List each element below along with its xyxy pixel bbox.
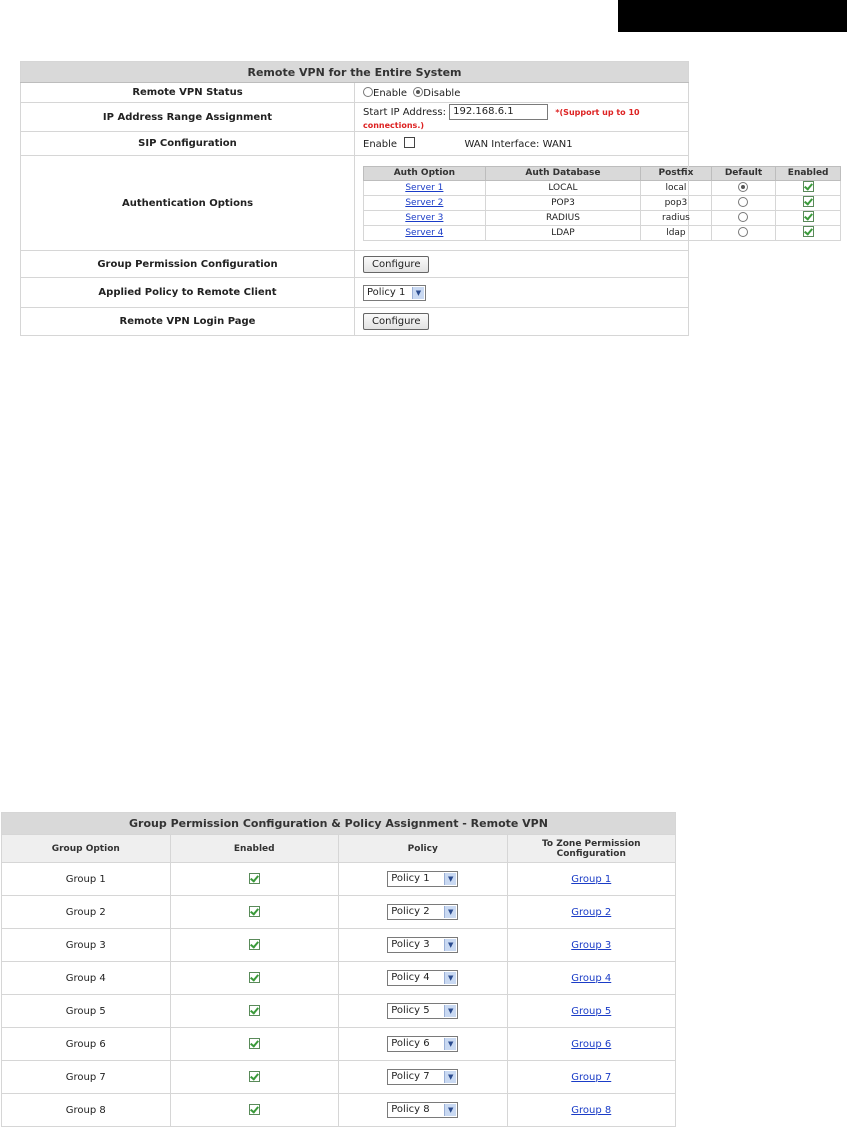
auth-postfix-cell: ldap bbox=[641, 225, 712, 240]
group-policy-select-8[interactable] bbox=[387, 1102, 458, 1118]
group-name: Group 3 bbox=[2, 929, 171, 962]
default-radio-3[interactable] bbox=[738, 212, 748, 222]
group-policy-value-1: Policy 1 bbox=[391, 873, 430, 884]
header-policy: Policy bbox=[339, 835, 508, 863]
enabled-checkbox-3[interactable] bbox=[803, 211, 814, 222]
start-ip-input[interactable]: 192.168.6.1 bbox=[449, 104, 548, 120]
auth-row bbox=[364, 195, 841, 210]
auth-options-label: Authentication Options bbox=[21, 156, 355, 251]
group-enabled-checkbox-5[interactable] bbox=[249, 1005, 260, 1016]
zone-permission-link-5[interactable]: Group 5 bbox=[571, 1005, 612, 1017]
zone-permission-link-3[interactable]: Group 3 bbox=[571, 939, 612, 951]
auth-database-cell: LOCAL bbox=[485, 180, 640, 195]
default-radio-2[interactable] bbox=[738, 197, 748, 207]
sip-enable-label: Enable bbox=[363, 139, 398, 150]
auth-postfix-cell: pop3 bbox=[641, 195, 712, 210]
group-row-6 bbox=[2, 1028, 676, 1061]
applied-policy-label: Applied Policy to Remote Client bbox=[21, 278, 355, 308]
sip-enable-checkbox[interactable] bbox=[404, 137, 415, 148]
header-zone-permission: To Zone Permission Configuration bbox=[507, 835, 676, 863]
enabled-checkbox-4[interactable] bbox=[803, 226, 814, 237]
group-name: Group 7 bbox=[2, 1061, 171, 1094]
ip-range-value bbox=[355, 103, 689, 132]
group-enabled-checkbox-6[interactable] bbox=[249, 1038, 260, 1049]
login-page-label: Remote VPN Login Page bbox=[21, 308, 355, 336]
chevron-down-icon: ▼ bbox=[444, 1104, 456, 1116]
group-name: Group 1 bbox=[2, 863, 171, 896]
auth-postfix-cell: local bbox=[641, 180, 712, 195]
start-ip-label: Start IP Address: bbox=[363, 106, 446, 118]
group-enabled-checkbox-8[interactable] bbox=[249, 1104, 260, 1115]
auth-header-enabled: Enabled bbox=[776, 166, 841, 180]
zone-permission-link-2[interactable]: Group 2 bbox=[571, 906, 612, 918]
enable-radio-label: Enable bbox=[373, 87, 408, 99]
auth-database-cell: RADIUS bbox=[485, 210, 640, 225]
disable-radio[interactable] bbox=[413, 87, 423, 97]
header-black-block bbox=[618, 0, 847, 32]
auth-row bbox=[364, 225, 841, 240]
auth-header-database: Auth Database bbox=[485, 166, 640, 180]
default-radio-1[interactable] bbox=[738, 182, 748, 192]
group-name: Group 4 bbox=[2, 962, 171, 995]
auth-row bbox=[364, 210, 841, 225]
zone-permission-link-7[interactable]: Group 7 bbox=[571, 1071, 612, 1083]
group-policy-select-1[interactable] bbox=[387, 871, 458, 887]
group-policy-panel bbox=[1, 812, 676, 1127]
sip-config-label: SIP Configuration bbox=[21, 132, 355, 156]
ip-range-label: IP Address Range Assignment bbox=[21, 103, 355, 132]
server-3-link[interactable]: Server 3 bbox=[405, 212, 444, 223]
group-enabled-checkbox-1[interactable] bbox=[249, 873, 260, 884]
chevron-down-icon: ▼ bbox=[412, 287, 424, 299]
zone-permission-link-1[interactable]: Group 1 bbox=[571, 873, 612, 885]
header-enabled: Enabled bbox=[170, 835, 339, 863]
group-name: Group 2 bbox=[2, 896, 171, 929]
connection-limit-note: *(Support up to 10 connections.) bbox=[363, 107, 640, 130]
chevron-down-icon: ▼ bbox=[444, 906, 456, 918]
applied-policy-select[interactable] bbox=[363, 285, 426, 301]
group-row-2 bbox=[2, 896, 676, 929]
group-enabled-checkbox-2[interactable] bbox=[249, 906, 260, 917]
group-policy-select-7[interactable] bbox=[387, 1069, 458, 1085]
server-1-link[interactable]: Server 1 bbox=[405, 182, 444, 193]
group-enabled-checkbox-3[interactable] bbox=[249, 939, 260, 950]
group-row-7 bbox=[2, 1061, 676, 1094]
enabled-checkbox-2[interactable] bbox=[803, 196, 814, 207]
group-enabled-checkbox-4[interactable] bbox=[249, 972, 260, 983]
header-group-option: Group Option bbox=[2, 835, 171, 863]
group-row-5 bbox=[2, 995, 676, 1028]
zone-permission-link-6[interactable]: Group 6 bbox=[571, 1038, 612, 1050]
group-policy-title: Group Permission Configuration & Policy Assignment - Remote VPN bbox=[2, 813, 676, 835]
group-name: Group 5 bbox=[2, 995, 171, 1028]
group-policy-value-2: Policy 2 bbox=[391, 906, 430, 917]
chevron-down-icon: ▼ bbox=[444, 939, 456, 951]
remote-vpn-title: Remote VPN for the Entire System bbox=[21, 62, 689, 83]
group-name: Group 8 bbox=[2, 1094, 171, 1127]
group-row-1 bbox=[2, 863, 676, 896]
zone-permission-link-4[interactable]: Group 4 bbox=[571, 972, 612, 984]
chevron-down-icon: ▼ bbox=[444, 972, 456, 984]
auth-options-value bbox=[355, 156, 829, 251]
group-policy-value-7: Policy 7 bbox=[391, 1071, 430, 1082]
auth-table bbox=[363, 166, 841, 241]
wan-interface-text: WAN Interface: WAN1 bbox=[464, 139, 573, 150]
disable-radio-label: Disable bbox=[423, 87, 461, 99]
group-policy-value-4: Policy 4 bbox=[391, 972, 430, 983]
group-name: Group 6 bbox=[2, 1028, 171, 1061]
group-row-8 bbox=[2, 1094, 676, 1127]
group-policy-value-8: Policy 8 bbox=[391, 1104, 430, 1115]
group-policy-select-6[interactable] bbox=[387, 1036, 458, 1052]
chevron-down-icon: ▼ bbox=[444, 1071, 456, 1083]
applied-policy-value: Policy 1 bbox=[367, 286, 406, 298]
group-policy-value-6: Policy 6 bbox=[391, 1038, 430, 1049]
group-enabled-checkbox-7[interactable] bbox=[249, 1071, 260, 1082]
auth-database-cell: POP3 bbox=[485, 195, 640, 210]
group-row-4 bbox=[2, 962, 676, 995]
remote-vpn-status-label: Remote VPN Status bbox=[21, 83, 355, 103]
group-policy-select-3[interactable] bbox=[387, 937, 458, 953]
auth-postfix-cell: radius bbox=[641, 210, 712, 225]
chevron-down-icon: ▼ bbox=[444, 873, 456, 885]
group-policy-select-5[interactable] bbox=[387, 1003, 458, 1019]
group-policy-select-4[interactable] bbox=[387, 970, 458, 986]
group-permission-label: Group Permission Configuration bbox=[21, 251, 355, 278]
remote-vpn-status-value bbox=[355, 83, 689, 103]
enable-radio[interactable] bbox=[363, 87, 373, 97]
group-policy-value-5: Policy 5 bbox=[391, 1005, 430, 1016]
server-4-link[interactable]: Server 4 bbox=[405, 227, 444, 238]
server-2-link[interactable]: Server 2 bbox=[405, 197, 444, 208]
auth-header-default: Default bbox=[711, 166, 776, 180]
chevron-down-icon: ▼ bbox=[444, 1005, 456, 1017]
auth-header-postfix: Postfix bbox=[641, 166, 712, 180]
auth-database-cell: LDAP bbox=[485, 225, 640, 240]
chevron-down-icon: ▼ bbox=[444, 1038, 456, 1050]
default-radio-4[interactable] bbox=[738, 227, 748, 237]
login-page-configure-button[interactable]: Configure bbox=[363, 313, 429, 330]
remote-vpn-panel bbox=[20, 61, 829, 336]
auth-header-option: Auth Option bbox=[364, 166, 486, 180]
group-row-3 bbox=[2, 929, 676, 962]
auth-row bbox=[364, 180, 841, 195]
sip-config-value bbox=[355, 132, 689, 156]
zone-permission-link-8[interactable]: Group 8 bbox=[571, 1104, 612, 1116]
enabled-checkbox-1[interactable] bbox=[803, 181, 814, 192]
group-permission-configure-button[interactable]: Configure bbox=[363, 256, 429, 273]
group-policy-select-2[interactable] bbox=[387, 904, 458, 920]
group-policy-value-3: Policy 3 bbox=[391, 939, 430, 950]
